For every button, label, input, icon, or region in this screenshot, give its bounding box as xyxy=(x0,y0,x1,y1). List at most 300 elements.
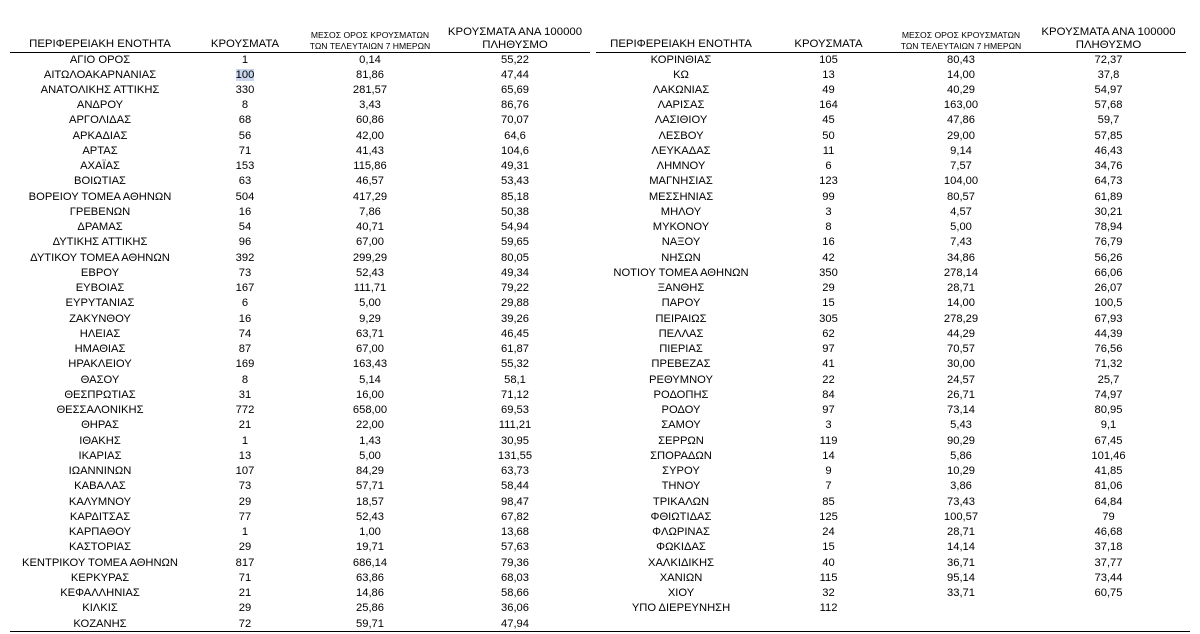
cell-cases-text: 42 xyxy=(822,251,835,264)
table-row xyxy=(596,449,1186,464)
cell-cases-text: 16 xyxy=(822,236,835,249)
cell-avg7 xyxy=(300,403,440,418)
cell-region-text: ΠΡΕΒΕΖΑΣ xyxy=(651,358,711,371)
cell-per100k-text: 80,05 xyxy=(501,251,529,264)
cell-region-text: ΚΙΛΚΙΣ xyxy=(82,602,118,615)
cell-region-text: ΙΩΑΝΝΙΝΩΝ xyxy=(68,465,132,478)
table-row xyxy=(596,479,1186,494)
cell-cases xyxy=(766,479,891,494)
cell-region xyxy=(10,129,190,144)
cell-region-text: ΣΕΡΡΩΝ xyxy=(658,434,704,447)
cell-cases-text: 1 xyxy=(241,526,249,539)
cell-cases xyxy=(766,327,891,342)
cell-per100k xyxy=(1031,113,1186,128)
cell-cases-text: 115 xyxy=(819,571,838,584)
cell-cases xyxy=(190,251,300,266)
cell-cases-text: 97 xyxy=(822,404,835,417)
table-row xyxy=(596,495,1186,510)
cell-per100k-text: 55,32 xyxy=(501,358,529,371)
cell-avg7 xyxy=(891,388,1031,403)
table-row xyxy=(10,434,590,449)
cell-per100k-text: 100,5 xyxy=(1094,297,1123,310)
cell-per100k-text: 66,06 xyxy=(1094,266,1123,279)
table-row xyxy=(596,52,1186,68)
table-row xyxy=(596,144,1186,159)
cell-region xyxy=(10,113,190,128)
cell-cases xyxy=(190,312,300,327)
table-row xyxy=(596,556,1186,571)
table-row xyxy=(10,159,590,174)
cell-per100k-text: 39,26 xyxy=(501,312,529,325)
cell-region-text: ΓΡΕΒΕΝΩΝ xyxy=(69,205,131,218)
cell-avg7-text: 278,29 xyxy=(943,312,979,325)
cell-avg7-text: 278,14 xyxy=(943,266,979,279)
cell-per100k-text: 37,18 xyxy=(1094,541,1123,554)
cell-per100k-text: 76,79 xyxy=(1094,236,1123,249)
cell-per100k xyxy=(440,601,590,616)
table-row xyxy=(596,418,1186,433)
cell-avg7-text: 81,86 xyxy=(356,68,384,81)
cell-avg7 xyxy=(300,525,440,540)
cell-region-text: ΦΘΙΩΤΙΔΑΣ xyxy=(650,510,712,523)
cell-region xyxy=(10,281,190,296)
cell-cases-text: 7 xyxy=(825,480,832,493)
cell-per100k-text: 46,45 xyxy=(501,327,529,340)
cell-cases xyxy=(766,342,891,357)
cell-avg7-text: 41,43 xyxy=(356,144,384,157)
cell-cases-text: 50 xyxy=(822,129,835,142)
cell-region-text: ΒΟΙΩΤΙΑΣ xyxy=(74,175,126,188)
table-row xyxy=(596,174,1186,189)
cell-per100k xyxy=(1031,251,1186,266)
cell-region-text: ΚΩ xyxy=(673,68,689,81)
table-row xyxy=(10,174,590,189)
cell-cases xyxy=(190,190,300,205)
cell-cases-text: 504 xyxy=(235,190,255,203)
cell-avg7 xyxy=(891,296,1031,311)
cell-avg7 xyxy=(891,83,1031,98)
cell-avg7-text: 84,29 xyxy=(356,465,384,478)
cell-per100k xyxy=(440,83,590,98)
cell-region-text: ΚΟΖΑΝΗΣ xyxy=(73,617,127,630)
cell-per100k-text: 64,6 xyxy=(504,129,526,142)
cell-region-text: ΝΑΞΟΥ xyxy=(661,236,701,249)
cell-avg7 xyxy=(300,418,440,433)
table-row xyxy=(596,342,1186,357)
cell-cases-text: 153 xyxy=(235,160,255,173)
cell-region-text: ΚΑΣΤΟΡΙΑΣ xyxy=(68,541,132,554)
cell-region xyxy=(10,540,190,555)
cell-region-text: ΑΡΚΑΔΙΑΣ xyxy=(72,129,128,142)
header-cases: ΚΡΟΥΣΜΑΤΑ xyxy=(210,37,280,50)
cell-cases-text: 45 xyxy=(822,114,835,127)
cell-avg7 xyxy=(300,449,440,464)
cell-per100k xyxy=(1031,449,1186,464)
cell-region-text: ΙΚΑΡΙΑΣ xyxy=(78,449,122,462)
cell-cases xyxy=(766,449,891,464)
cell-per100k xyxy=(440,403,590,418)
cell-region-text: ΘΕΣΣΑΛΟΝΙΚΗΣ xyxy=(56,404,144,417)
cell-region-text: ΗΜΑΘΙΑΣ xyxy=(74,343,126,356)
cell-per100k-text: 57,85 xyxy=(1094,129,1123,142)
cell-avg7 xyxy=(891,205,1031,220)
cell-per100k xyxy=(440,113,590,128)
cell-per100k xyxy=(1031,571,1186,586)
cell-per100k xyxy=(1031,235,1186,250)
cell-cases-text: 87 xyxy=(238,343,252,356)
cell-avg7-text: 658,00 xyxy=(352,404,388,417)
cell-per100k xyxy=(1031,525,1186,540)
cell-region xyxy=(596,52,766,68)
cell-cases-text: 62 xyxy=(822,327,835,340)
cell-per100k xyxy=(440,342,590,357)
cell-avg7 xyxy=(300,342,440,357)
cell-per100k xyxy=(440,312,590,327)
table-row xyxy=(596,296,1186,311)
cell-cases-text: 1 xyxy=(241,434,249,447)
cell-region xyxy=(10,571,190,586)
table-row xyxy=(10,556,590,571)
cell-region-text: ΧΑΛΚΙΔΙΚΗΣ xyxy=(647,556,714,569)
cell-per100k xyxy=(1031,357,1186,372)
table-row xyxy=(10,281,590,296)
cell-avg7 xyxy=(300,83,440,98)
cell-region xyxy=(596,540,766,555)
table-row xyxy=(596,220,1186,235)
cell-per100k-text: 76,56 xyxy=(1094,343,1123,356)
table-row xyxy=(10,357,590,372)
cell-region-text: ΗΡΑΚΛΕΙΟΥ xyxy=(68,358,132,371)
cell-cases-text: 8 xyxy=(241,99,249,112)
cell-cases-text: 40 xyxy=(822,556,835,569)
table-body-left xyxy=(10,52,590,632)
cell-region xyxy=(596,342,766,357)
cell-avg7-text: 46,57 xyxy=(356,175,384,188)
cell-avg7-text: 73,43 xyxy=(947,495,975,508)
table-row xyxy=(10,205,590,220)
cell-per100k-text: 29,88 xyxy=(501,297,529,310)
cell-avg7-text: 5,00 xyxy=(359,449,381,462)
cell-region-text: ΕΥΡΥΤΑΝΙΑΣ xyxy=(65,297,135,310)
table-row xyxy=(10,586,590,601)
cell-per100k xyxy=(440,464,590,479)
cell-cases xyxy=(190,586,300,601)
cell-per100k xyxy=(440,266,590,281)
cell-avg7 xyxy=(891,418,1031,433)
cell-cases-text: 24 xyxy=(822,526,835,539)
cell-per100k xyxy=(1031,464,1186,479)
cell-avg7-text: 1,00 xyxy=(359,526,381,539)
cell-avg7 xyxy=(300,159,440,174)
table-row xyxy=(10,464,590,479)
cell-per100k xyxy=(1031,159,1186,174)
cell-per100k-text: 36,06 xyxy=(501,602,529,615)
cell-cases-text: 85 xyxy=(822,495,835,508)
cell-region xyxy=(10,357,190,372)
cell-cases xyxy=(190,266,300,281)
cell-avg7 xyxy=(891,113,1031,128)
cell-avg7 xyxy=(300,296,440,311)
table-row xyxy=(596,129,1186,144)
cell-per100k xyxy=(440,281,590,296)
cell-per100k xyxy=(440,586,590,601)
cell-cases xyxy=(766,312,891,327)
cell-region xyxy=(596,159,766,174)
cell-per100k-text: 85,18 xyxy=(501,190,529,203)
cases-table-left xyxy=(10,22,590,632)
cell-region xyxy=(10,403,190,418)
table-row xyxy=(596,510,1186,525)
cell-region xyxy=(596,388,766,403)
cell-region xyxy=(10,586,190,601)
cell-region-text: ΣΠΟΡΑΔΩΝ xyxy=(650,449,712,462)
cell-avg7 xyxy=(300,251,440,266)
cell-per100k xyxy=(440,251,590,266)
cell-cases xyxy=(190,68,300,83)
cell-avg7 xyxy=(891,373,1031,388)
cell-avg7 xyxy=(891,556,1031,571)
table-row xyxy=(10,113,590,128)
cell-cases xyxy=(766,357,891,372)
cell-avg7 xyxy=(300,281,440,296)
cell-avg7-text: 3,43 xyxy=(359,99,381,112)
cell-region-text: ΡΕΘΥΜΝΟΥ xyxy=(649,373,713,386)
cell-avg7 xyxy=(300,357,440,372)
table-row xyxy=(10,190,590,205)
cell-cases-text: 305 xyxy=(819,312,838,325)
cell-per100k-text: 64,73 xyxy=(1094,175,1123,188)
cell-per100k xyxy=(1031,129,1186,144)
cell-region xyxy=(596,479,766,494)
cell-region xyxy=(10,388,190,403)
cell-cases xyxy=(766,495,891,510)
cell-per100k xyxy=(1031,296,1186,311)
cases-table-right xyxy=(596,22,1186,617)
cell-per100k xyxy=(440,296,590,311)
cell-cases xyxy=(766,586,891,601)
cell-cases xyxy=(190,98,300,113)
cell-cases xyxy=(766,113,891,128)
cell-avg7-text: 104,00 xyxy=(943,175,979,188)
table-row xyxy=(10,129,590,144)
table-row xyxy=(10,403,590,418)
cell-per100k xyxy=(1031,327,1186,342)
cell-avg7 xyxy=(891,220,1031,235)
cell-region-text: ΘΑΣΟΥ xyxy=(80,373,120,386)
cell-avg7 xyxy=(300,144,440,159)
cell-per100k xyxy=(1031,220,1186,235)
cell-region xyxy=(596,220,766,235)
table-row xyxy=(10,98,590,113)
cell-avg7 xyxy=(891,98,1031,113)
table-row xyxy=(10,296,590,311)
cell-cases-text: 125 xyxy=(819,510,838,523)
cell-cases-text: 29 xyxy=(238,541,252,554)
cell-cases-text: 3 xyxy=(825,205,832,218)
cell-region xyxy=(596,113,766,128)
cell-cases xyxy=(766,159,891,174)
cell-per100k xyxy=(440,205,590,220)
cell-cases xyxy=(766,52,891,68)
cell-per100k-text: 58,1 xyxy=(504,373,526,386)
cell-region-text: ΝΗΣΩΝ xyxy=(661,251,701,264)
cell-region xyxy=(10,52,190,68)
cell-region xyxy=(596,205,766,220)
cell-per100k xyxy=(1031,190,1186,205)
cell-region xyxy=(10,525,190,540)
cell-avg7-text: 24,57 xyxy=(947,373,975,386)
cell-per100k xyxy=(440,540,590,555)
table-row xyxy=(596,403,1186,418)
cell-per100k-text: 46,43 xyxy=(1094,144,1123,157)
cell-region xyxy=(596,281,766,296)
cell-cases xyxy=(190,510,300,525)
cell-cases xyxy=(190,205,300,220)
cell-avg7-text: 3,86 xyxy=(950,480,972,493)
cell-avg7 xyxy=(891,586,1031,601)
cell-avg7 xyxy=(300,190,440,205)
cell-region xyxy=(10,98,190,113)
cell-avg7-text: 5,14 xyxy=(359,373,381,386)
cell-cases-text: 68 xyxy=(238,114,252,127)
cell-cases-text: 29 xyxy=(822,282,835,295)
cell-region-text: ΠΑΡΟΥ xyxy=(661,297,701,310)
cell-per100k-text: 69,53 xyxy=(501,404,529,417)
cell-per100k xyxy=(440,68,590,83)
table-row xyxy=(10,495,590,510)
cell-region-text: ΜΕΣΣΗΝΙΑΣ xyxy=(648,190,714,203)
cell-cases xyxy=(190,235,300,250)
cell-avg7 xyxy=(300,52,440,68)
cell-per100k-text: 71,12 xyxy=(501,388,529,401)
cell-cases xyxy=(766,418,891,433)
cell-per100k xyxy=(440,556,590,571)
cell-per100k-text: 47,44 xyxy=(501,68,529,81)
cell-cases xyxy=(190,342,300,357)
table-row xyxy=(10,144,590,159)
cell-per100k-text: 26,07 xyxy=(1094,282,1123,295)
cell-cases xyxy=(190,464,300,479)
cell-region xyxy=(596,235,766,250)
cell-avg7-text: 28,71 xyxy=(947,282,975,295)
cell-region-text: ΤΡΙΚΑΛΩΝ xyxy=(652,495,710,508)
cell-cases-text: 6 xyxy=(825,160,832,173)
cell-per100k xyxy=(1031,98,1186,113)
cell-cases xyxy=(190,281,300,296)
cell-region-text: ΜΑΓΝΗΣΙΑΣ xyxy=(649,175,713,188)
cell-avg7-text: 73,14 xyxy=(947,404,975,417)
cell-cases xyxy=(766,464,891,479)
cell-per100k xyxy=(1031,312,1186,327)
cell-cases-text: 8 xyxy=(825,221,832,234)
cell-avg7 xyxy=(300,205,440,220)
cell-per100k-text: 34,76 xyxy=(1094,160,1123,173)
cell-region xyxy=(596,129,766,144)
cell-avg7 xyxy=(300,586,440,601)
cell-avg7-text: 16,00 xyxy=(356,388,384,401)
cell-cases-text: 817 xyxy=(235,556,255,569)
cell-per100k-text: 70,07 xyxy=(501,114,529,127)
table-row xyxy=(596,281,1186,296)
cell-region xyxy=(596,556,766,571)
cell-per100k xyxy=(1031,510,1186,525)
cell-cases-text: 169 xyxy=(235,358,255,371)
cell-per100k-text: 54,94 xyxy=(501,221,529,234)
cell-per100k-text: 37,77 xyxy=(1094,556,1123,569)
header-avg7: ΜΕΣΟΣ ΟΡΟΣ ΚΡΟΥΣΜΑΤΩΝ ΤΩΝ ΤΕΛΕΥΤΑΙΩΝ 7 ΗΜΕΡΩΝ xyxy=(309,29,431,51)
cell-region xyxy=(596,601,766,616)
cell-avg7-text: 18,57 xyxy=(356,495,384,508)
cell-region xyxy=(10,144,190,159)
cell-region xyxy=(10,617,190,632)
cell-region xyxy=(10,296,190,311)
cell-per100k xyxy=(440,159,590,174)
cell-cases-text: 32 xyxy=(822,587,835,600)
cell-region xyxy=(596,373,766,388)
cell-cases-text: 56 xyxy=(238,129,252,142)
cell-cases xyxy=(190,418,300,433)
table-row xyxy=(596,68,1186,83)
cell-avg7 xyxy=(300,220,440,235)
header-avg7: ΜΕΣΟΣ ΟΡΟΣ ΚΡΟΥΣΜΑΤΩΝ ΤΩΝ ΤΕΛΕΥΤΑΙΩΝ 7 ΗΜΕΡΩΝ xyxy=(900,29,1022,51)
cell-region-text: ΚΑΛΥΜΝΟΥ xyxy=(68,495,132,508)
cell-avg7-text: 28,71 xyxy=(947,526,975,539)
cell-avg7-text: 7,86 xyxy=(359,205,381,218)
cell-avg7 xyxy=(891,342,1031,357)
cell-per100k-text: 65,69 xyxy=(501,83,529,96)
cell-avg7-text: 63,71 xyxy=(356,327,384,340)
cell-avg7 xyxy=(300,327,440,342)
cell-region xyxy=(10,495,190,510)
cell-per100k-text: 79,22 xyxy=(501,282,529,295)
cell-avg7 xyxy=(300,571,440,586)
cell-per100k xyxy=(440,525,590,540)
cell-avg7-text: 34,86 xyxy=(947,251,975,264)
cell-avg7-text: 67,00 xyxy=(356,236,384,249)
cell-avg7-text: 36,71 xyxy=(947,556,975,569)
cell-cases xyxy=(190,144,300,159)
cell-avg7 xyxy=(300,495,440,510)
table-row xyxy=(10,449,590,464)
cell-avg7 xyxy=(891,144,1031,159)
cell-avg7 xyxy=(891,327,1031,342)
cell-region-text: ΠΙΕΡΙΑΣ xyxy=(659,343,703,356)
table-row xyxy=(10,373,590,388)
cell-cases xyxy=(190,52,300,68)
cell-per100k-text: 30,21 xyxy=(1094,205,1123,218)
cell-per100k-text: 47,94 xyxy=(501,617,529,630)
cell-avg7 xyxy=(300,373,440,388)
cell-region-text: ΤΗΝΟΥ xyxy=(661,480,701,493)
cell-region-text: ΔΥΤΙΚΗΣ ΑΤΤΙΚΗΣ xyxy=(52,236,148,249)
cell-avg7-text: 80,43 xyxy=(947,53,975,66)
cell-avg7-text: 26,71 xyxy=(947,388,975,401)
table-row xyxy=(10,220,590,235)
table-row xyxy=(596,312,1186,327)
cell-region xyxy=(10,418,190,433)
cell-per100k-text: 67,82 xyxy=(501,510,529,523)
cell-region-text: ΜΗΛΟΥ xyxy=(660,205,702,218)
cell-per100k xyxy=(1031,495,1186,510)
cell-region-text: ΣΥΡΟΥ xyxy=(662,465,700,478)
cell-cases-text: 77 xyxy=(238,510,252,523)
cell-per100k-text: 67,45 xyxy=(1094,434,1123,447)
cell-per100k-text: 72,37 xyxy=(1094,53,1123,66)
cell-avg7-text: 30,00 xyxy=(947,358,975,371)
cell-per100k xyxy=(440,98,590,113)
cell-region xyxy=(10,235,190,250)
cell-per100k-text: 54,97 xyxy=(1094,83,1123,96)
